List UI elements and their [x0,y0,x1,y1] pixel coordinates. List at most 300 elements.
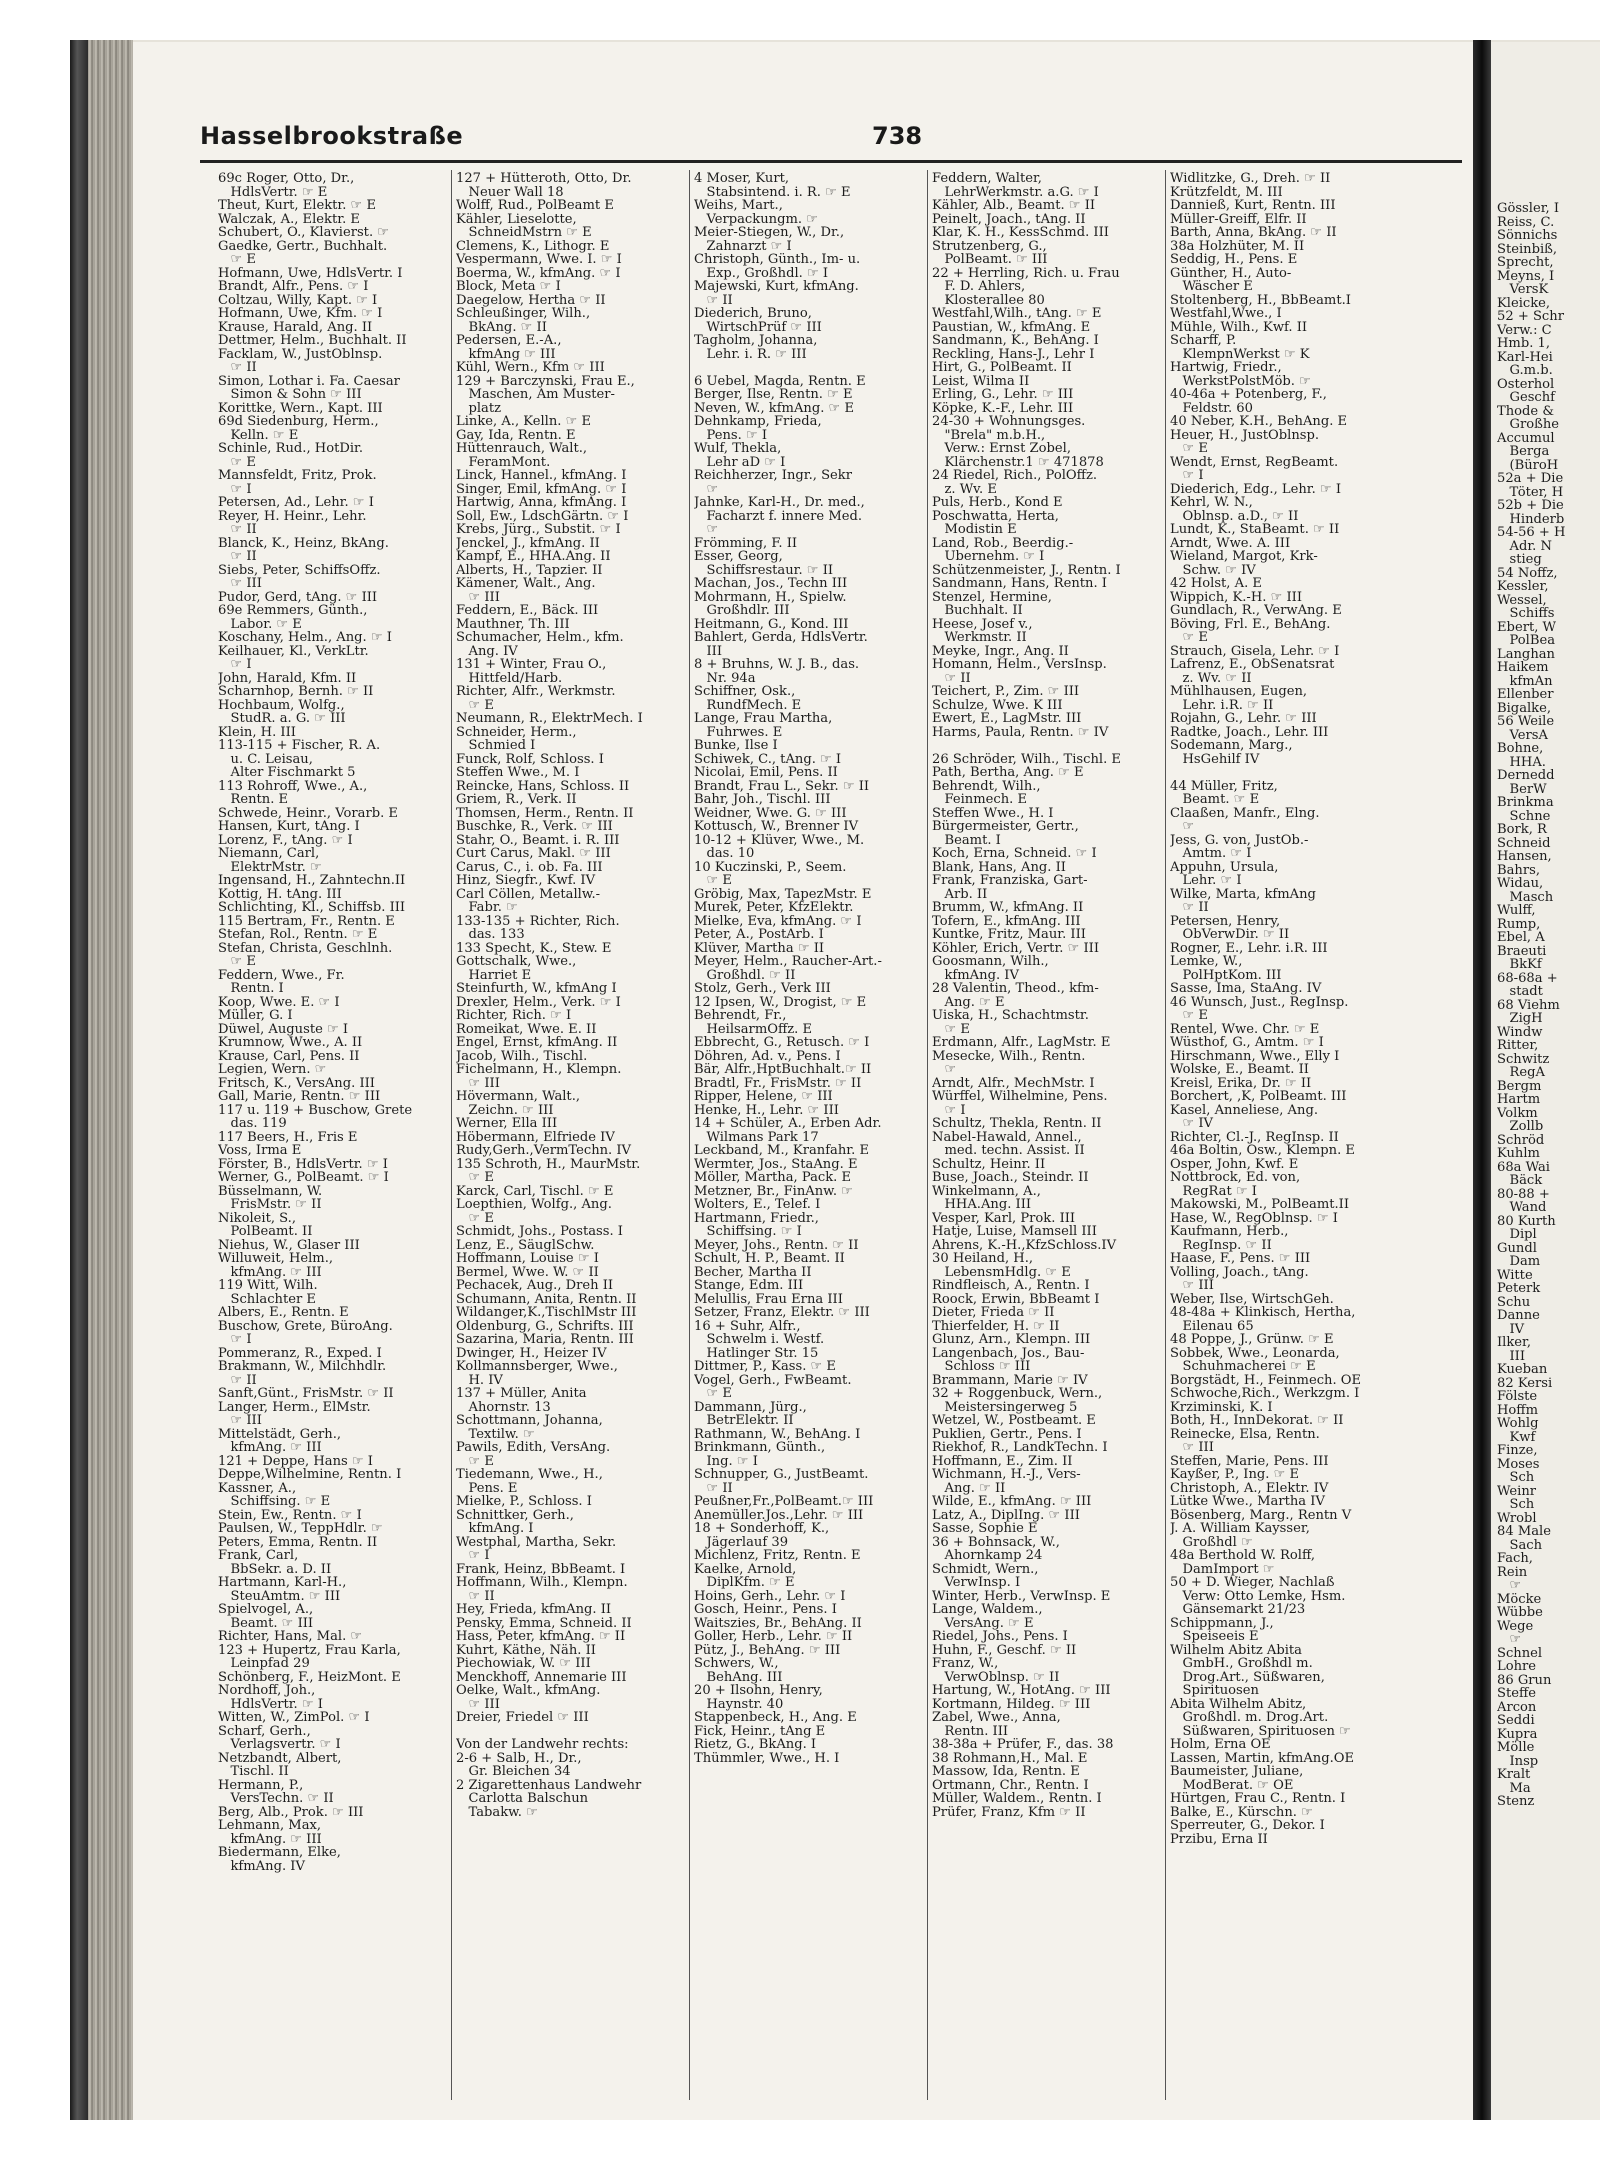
adjacent-page-entry-fragment: BkKf [1497,958,1542,972]
directory-entry-line: Metzner, Br., FinAnw. ☞ [694,1184,853,1198]
directory-entry-line: Kortmann, Hildeg. ☞ III [932,1697,1091,1711]
directory-entry-line: ☞ E [218,955,256,969]
directory-entry-line: ☞ III [218,1414,262,1428]
directory-entry-line: ☞ I [932,1103,966,1117]
directory-entry-line: Riekhof, R., LandkTechn. I [932,1441,1108,1455]
directory-entry-line: ☞ II [694,1481,733,1495]
directory-entry-line: Westfahl,Wwe., I [1170,307,1282,321]
directory-entry-line: u. C. Leisau, [218,752,313,766]
directory-entry-line: Ahornstr. 13 [456,1400,551,1414]
directory-entry-line: das. 119 [218,1117,287,1131]
directory-entry-line: Dwinger, H., Heizer IV [456,1346,607,1360]
directory-entry-line: Zeichn. ☞ III [456,1103,554,1117]
directory-entry-line: Romeikat, Wwe. E. II [456,1022,597,1036]
directory-column-4 [932,172,1164,2100]
directory-entry-line: 38a Holzhüter, M. II [1170,239,1305,253]
directory-entry-line: Carus, C., i. ob. Fa. III [456,860,603,874]
adjacent-page-entry-fragment: Dernedd [1497,769,1555,783]
adjacent-page-entry-fragment: Kessler, [1497,580,1549,594]
directory-entry-line: Stahr, O., Beamt. i. R. III [456,833,620,847]
directory-entry-line [456,1725,688,1739]
adjacent-page-entry-fragment: Osterhol [1497,377,1555,391]
directory-entry-line: Abita Wilhelm Abitz, [1170,1697,1307,1711]
directory-entry-line: kfmAng. ☞ III [218,1441,322,1455]
directory-entry-line: Mühle, Wilh., Kwf. II [1170,320,1308,334]
directory-entry-line: 8 + Bruhns, W. J. B., das. [694,658,860,672]
directory-entry-line: ☞ [932,1063,957,1077]
directory-column-5 [1170,172,1402,2100]
directory-entry-line: Lorenz, F., tAng. ☞ I [218,833,353,847]
directory-entry-line: Theut, Kurt, Elektr. ☞ E [218,199,377,213]
directory-entry-line: Hansen, Kurt, tAng. I [218,820,360,834]
directory-entry-line: 117 Beers, H., Fris E [218,1130,358,1144]
adjacent-page-entry-fragment: Ebert, W [1497,620,1556,634]
directory-entry-line: Boerma, W., kfmAng. ☞ I [456,266,621,280]
directory-entry-line: Rentel, Wwe. Chr. ☞ E [1170,1022,1320,1036]
directory-entry-line: ☞ III [456,1697,500,1711]
adjacent-page [1491,42,1600,2120]
adjacent-page-entry-fragment: Steinbiß, [1497,242,1558,256]
adjacent-page-entry-fragment: G.m.b. [1497,364,1553,378]
directory-entry-line: Radtke, Joach., Lehr. III [1170,725,1329,739]
directory-entry-line: Schönberg, F., HeizMont. E [218,1670,401,1684]
adjacent-page-entry-fragment: Kleicke, [1497,296,1551,310]
directory-entry-line: 24 Riedel, Rich., PolOffz. [932,469,1098,483]
directory-entry-line: ☞ II [1170,901,1209,915]
adjacent-page-entry-fragment: Bäck [1497,1174,1543,1188]
adjacent-page-entry-fragment: IV [1497,1322,1525,1336]
directory-entry-line: Hofmann, Uwe, HdlsVertr. I [218,266,403,280]
directory-entry-line: Strauch, Gisela, Lehr. ☞ I [1170,644,1340,658]
adjacent-page-entry-fragment: Hartm [1497,1093,1541,1107]
directory-entry-line: Henke, H., Lehr. ☞ III [694,1103,839,1117]
adjacent-page-entry-fragment: Ebel, A [1497,931,1545,945]
adjacent-page-entry-fragment: Peterk [1497,1282,1541,1296]
directory-entry-line: VerwInsp. I [932,1576,1021,1590]
directory-entry-line: Harriet E [456,968,532,982]
directory-entry-line: Lange, Frau Martha, [694,712,833,726]
directory-entry-line: ☞ E [456,698,494,712]
directory-entry-line: Bunke, Ilse I [694,739,778,753]
directory-entry-line: LehrWerkmstr. a.G. ☞ I [932,185,1099,199]
directory-entry-line: Bösenberg, Marg., Rentn V [1170,1508,1352,1522]
directory-entry-line: ☞ I [456,1549,490,1563]
directory-entry-line: FeramMont. [456,455,551,469]
adjacent-page-entry-fragment: 68a Wai [1497,1160,1550,1174]
directory-entry-line: Hoins, Gerh., Lehr. ☞ I [694,1589,846,1603]
adjacent-page-entry-fragment: Ma [1497,1781,1531,1795]
directory-entry-line: 44 Müller, Fritz, [1170,779,1278,793]
directory-entry-line: Steffen Wwe., H. I [932,806,1054,820]
directory-entry-line: Appuhn, Ursula, [1170,860,1279,874]
directory-entry-line: 38-38a + Prüfer, F., das. 38 [932,1738,1114,1752]
directory-entry-line: Schwede, Heinr., Vorarb. E [218,806,398,820]
directory-entry-line: Simon, Lothar i. Fa. Caesar [218,374,400,388]
directory-entry-line: Feldstr. 60 [1170,401,1253,415]
directory-entry-line: Pedersen, E.-A., [456,334,562,348]
adjacent-page-entry-fragment: Bohne, [1497,742,1544,756]
adjacent-page-entry-fragment: Hmb. 1, [1497,337,1551,351]
adjacent-page-entry-fragment: Zollb [1497,1120,1544,1134]
directory-entry-line: Schuhmacherei ☞ E [1170,1360,1316,1374]
directory-entry-line: Tofern, E., kfmAng. III [932,914,1081,928]
directory-entry-line: Exp., Großhdl. ☞ I [694,266,829,280]
directory-entry-line: Mielke, Eva, kfmAng. ☞ I [694,914,862,928]
directory-entry-line: VersTechn. ☞ II [218,1792,334,1806]
directory-entry-line: Widlitzke, G., Dreh. ☞ II [1170,172,1331,186]
adjacent-page-entry-fragment: 84 Male [1497,1525,1551,1539]
directory-entry-line: Goller, Herb., Lehr. ☞ II [694,1630,853,1644]
directory-entry-line: ☞ IV [1170,1117,1214,1131]
directory-entry-line: 14 + Schüler, A., Erben Adr. [694,1117,882,1131]
directory-entry-line: Schumacher, Helm., kfm. [456,631,624,645]
adjacent-page-entry-fragment: Kupra [1497,1727,1538,1741]
adjacent-page-entry-fragment: Hansen, [1497,850,1552,864]
directory-entry-line: Bahlert, Gerda, HdlsVertr. [694,631,868,645]
directory-entry-line: Rindfleisch, A., Rentn. I [932,1279,1090,1293]
adjacent-page-entry-fragment: BerW [1497,782,1547,796]
directory-entry-line: Riedel, Johs., Pens. I [932,1630,1068,1644]
adjacent-page-entry-fragment: Geschf [1497,391,1556,405]
adjacent-page-entry-fragment: VersA [1497,728,1548,742]
directory-entry-line: Przibu, Erna II [1170,1832,1268,1846]
directory-entry-line: 12 Ipsen, W., Drogist, ☞ E [694,995,867,1009]
adjacent-page-entry-fragment: Fölste [1497,1390,1538,1404]
directory-entry-line: Schmidt, Wern., [932,1562,1039,1576]
directory-entry-line: Richter, Alfr., Werkmstr. [456,685,616,699]
directory-entry-line: Hoffmann, Wilh., Klempn. [456,1576,628,1590]
adjacent-page-entry-fragment: Ilker, [1497,1336,1532,1350]
adjacent-page-entry-fragment: Karl-Hei [1497,350,1553,364]
adjacent-page-entry-fragment: Langhan [1497,647,1555,661]
directory-entry-line: Feddern, Walter, [932,172,1042,186]
directory-entry-line: Nordhoff, Joh., [218,1684,316,1698]
directory-entry-line: Fuhrwes. E [694,725,783,739]
adjacent-page-entry-fragment: RegA [1497,1066,1545,1080]
directory-entry-line: 133-135 + Richter, Rich. [456,914,620,928]
directory-entry-line: Ang. IV [456,644,518,658]
adjacent-page-entry-fragment: ZigH [1497,1012,1543,1026]
directory-entry-line: RegInsp. ☞ II [1170,1238,1272,1252]
directory-entry-line: Stolz, Gerh., Verk III [694,982,831,996]
directory-entry-line: Müller, Waldem., Rentn. I [932,1792,1102,1806]
directory-entry-line: Mauthner, Th. III [456,617,570,631]
directory-entry-line: Steinfurth, W., kfmAng I [456,982,617,996]
directory-entry-line: 6 Uebel, Magda, Rentn. E [694,374,866,388]
directory-entry-line: Reckling, Hans-J., Lehr I [932,347,1095,361]
directory-entry-line: ☞ II [218,361,257,375]
adjacent-page-entry-fragment: Moses [1497,1457,1540,1471]
directory-entry-line: Verw: Otto Lemke, Hsm. [1170,1589,1346,1603]
directory-entry-line: Ahornkamp 24 [932,1549,1043,1563]
directory-entry-line: Diederich, Edg., Lehr. ☞ I [1170,482,1342,496]
adjacent-page-entry-fragment: Windw [1497,1025,1543,1039]
directory-entry-line: Werkmstr. II [932,631,1027,645]
directory-entry-line: Bär, Alfr.,HptBuchhalt.☞ II [694,1063,872,1077]
adjacent-page-entry-fragment: Meyns, I [1497,269,1555,283]
column-divider [927,170,928,2100]
adjacent-page-entry-fragment: Schwitz [1497,1052,1550,1066]
directory-entry-line: Stefan, Rol., Rentn. ☞ E [218,928,378,942]
directory-entry-line: Buchhalt. II [932,604,1023,618]
directory-entry-line: 2-6 + Salb, H., Dr., [456,1751,582,1765]
adjacent-page-entry-fragment: Dam [1497,1255,1541,1269]
directory-entry-line: Esser, Georg, [694,550,783,564]
directory-entry-line: Richter, Cl.-J., RegInsp. II [1170,1130,1339,1144]
directory-entry-line: Kuntke, Fritz, Maur. III [932,928,1086,942]
directory-entry-line: Goosmann, Wilh., [932,955,1049,969]
directory-entry-line: Berg, Alb., Prok. ☞ III [218,1805,364,1819]
directory-entry-line: Schlachter E [218,1292,316,1306]
adjacent-page-entry-fragment: Lohre [1497,1660,1537,1674]
directory-entry-line: Schneider, Herm., [456,725,577,739]
directory-entry-line: Kelln. ☞ E [218,428,299,442]
directory-entry-line: Karck, Carl, Tischl. ☞ E [456,1184,614,1198]
directory-entry-line: Linck, Hannel., kfmAng. I [456,469,627,483]
directory-entry-line: ☞ [694,523,719,537]
directory-entry-line: Waitszies, Br., BehAng. II [694,1616,862,1630]
directory-entry-line: Blanck, K., Heinz, BkAng. [218,536,389,550]
directory-entry-line: Zahnarzt ☞ I [694,239,792,253]
directory-entry-line: Michlenz, Fritz, Rentn. E [694,1549,861,1563]
directory-entry-line: Klärchenstr.1 ☞ 471878 [932,455,1104,469]
directory-entry-line: das. 10 [694,847,755,861]
directory-entry-line: Blank, Hans, Ang. II [932,860,1066,874]
directory-entry-line: Krebs, Jürg., Substit. ☞ I [456,523,621,537]
adjacent-page-entry-fragment: Töter, H [1497,485,1564,499]
directory-entry-line: Kaufmann, Herb., [1170,1225,1289,1239]
directory-entry-line: Lassen, Martin, kfmAng.OE [1170,1751,1355,1765]
directory-entry-line: Feinmech. E [932,793,1028,807]
directory-entry-line: ElektrMstr. ☞ [218,860,322,874]
adjacent-page-entry-fragment: stieg [1497,553,1542,567]
directory-entry-line: Kämener, Walt., Ang. [456,577,596,591]
adjacent-page-entry-fragment: Gundl [1497,1241,1537,1255]
directory-entry-line: Alter Fischmarkt 5 [218,766,356,780]
directory-entry-line: Hartmann, Karl-H., [218,1576,347,1590]
directory-entry-line: Schwelm i. Westf. [694,1333,825,1347]
directory-entry-line: Barth, Anna, BkAng. ☞ II [1170,226,1337,240]
directory-entry-line: 10-12 + Klüver, Wwe., M. [694,833,865,847]
directory-entry-line: Büsselmann, W. [218,1184,323,1198]
directory-column-3 [694,172,926,2100]
directory-entry-line: Oblnsp. a.D., ☞ II [1170,509,1299,523]
directory-entry-line: Hirt, G., PolBeamt. II [932,361,1072,375]
directory-entry-line: Schinle, Rud., HotDir. [218,442,364,456]
directory-entry-line: Reincke, Hans, Schloss. II [456,779,630,793]
directory-entry-line: RundfMech. E [694,698,802,712]
directory-entry-line: ☞ E [218,253,256,267]
directory-entry-line: Both, H., InnDekorat. ☞ II [1170,1414,1344,1428]
adjacent-page-entry-fragment: Volkm [1497,1106,1538,1120]
directory-entry-line: Großhdl. ☞ II [694,968,796,982]
directory-entry-line: Lehr. ☞ I [1170,874,1242,888]
adjacent-page-entry-fragment: 86 Grun [1497,1673,1552,1687]
directory-entry-line: Brinkmann, Günth., [694,1441,826,1455]
directory-entry-line: SteuAmtm. ☞ III [218,1589,341,1603]
directory-entry-line: Hürtgen, Frau C., Rentn. I [1170,1792,1346,1806]
directory-entry-line: Strutzenberg, G., [932,239,1047,253]
directory-entry-line: Franz, W., [932,1657,999,1671]
adjacent-page-entry-fragment: Kwf [1497,1430,1536,1444]
directory-entry-line: Hase, W., RegOblnsp. ☞ I [1170,1211,1338,1225]
directory-entry-line: Lehr. i.R. ☞ II [1170,698,1274,712]
adjacent-page-entry-fragment: Sach [1497,1538,1543,1552]
directory-entry-line: Spielvogel, A., [218,1603,314,1617]
directory-entry-line: ☞ E [456,1171,494,1185]
directory-entry-line: Hartmann, Friedr., [694,1211,819,1225]
directory-entry-line: VersAng. ☞ E [932,1616,1034,1630]
directory-entry-line: Majewski, Kurt, kfmAng. [694,280,859,294]
directory-entry-line: Kaelke, Arnold, [694,1562,797,1576]
adjacent-page-entry-fragment: 54-56 + H [1497,526,1566,540]
adjacent-page-entry-fragment: stadt [1497,985,1543,999]
adjacent-page-entry-fragment: Sch [1497,1471,1535,1485]
directory-entry-line: 48-48a + Klinkisch, Hertha, [1170,1306,1356,1320]
directory-entry-line: Weidner, Wwe. G. ☞ III [694,806,847,820]
directory-entry-line: Richter, Hans, Mal. ☞ [218,1630,363,1644]
directory-entry-line: BetrElektr. II [694,1414,794,1428]
directory-entry-line: Pechacek, Aug., Dreh II [456,1279,614,1293]
directory-entry-line: Setzer, Franz, Elektr. ☞ III [694,1306,870,1320]
adjacent-page-entry-fragment: Adr. N [1497,539,1552,553]
directory-entry-line: Langenbach, Jos., Bau- [932,1346,1085,1360]
directory-entry-line: Daegelow, Hertha ☞ II [456,293,606,307]
directory-entry-line: III [694,644,723,658]
directory-entry-line: Hatje, Luise, Mamsell III [932,1225,1097,1239]
directory-entry-line: Leinpfad 29 [218,1657,310,1671]
directory-entry-line: Brandt, Alfr., Pens. ☞ I [218,280,369,294]
directory-entry-line: Drexler, Helm., Verk. ☞ I [456,995,621,1009]
directory-entry-line: HeilsarmOffz. E [694,1022,813,1036]
adjacent-page-entry-fragment: Brinkma [1497,796,1554,810]
directory-entry-line: Ingensand, H., Zahntechn.II [218,874,406,888]
directory-entry-line: Böving, Frl. E., BehAng. [1170,617,1331,631]
directory-entry-line: Weihs, Mart., [694,199,783,213]
directory-entry-line: RegRat ☞ I [1170,1184,1257,1198]
adjacent-page-entry-fragment: Haikem [1497,661,1549,675]
directory-entry-line: Buschke, R., Verk. ☞ III [456,820,613,834]
column-divider [1165,170,1166,2100]
directory-entry-line: Sodemann, Marg., [1170,739,1293,753]
directory-entry-line: ☞ II [932,671,971,685]
directory-entry-line: 22 + Herrling, Rich. u. Frau [932,266,1120,280]
directory-entry-line: LebensmHdlg. ☞ E [932,1265,1071,1279]
directory-entry-line: Ing. ☞ I [694,1454,758,1468]
adjacent-page-entry-fragment: Wrobl [1497,1511,1537,1525]
directory-entry-line: Kasel, Anneliese, Ang. [1170,1103,1318,1117]
adjacent-page-entry-fragment: Bahrs, [1497,863,1541,877]
directory-entry-line: Osper, John, Kwf. E [1170,1157,1299,1171]
directory-entry-line: Hermann, P., [218,1778,304,1792]
directory-entry-line: Weber, Ilse, WirtschGeh. [1170,1292,1334,1306]
directory-entry-line: ☞ III [456,1076,500,1090]
directory-entry-line: Müller, G. I [218,1009,293,1023]
directory-entry-line: ☞ II [456,1589,495,1603]
directory-entry-line: Winter, Herb., VerwInsp. E [932,1589,1111,1603]
directory-entry-line: 10 Kuczinski, P., Seem. [694,860,847,874]
directory-entry-line: ☞ E [218,455,256,469]
adjacent-page-entry-fragment: kfmAn [1497,674,1553,688]
directory-entry-line: Funck, Rolf, Schloss. I [456,752,604,766]
directory-entry-line: Vesper, Karl, Prok. III [932,1211,1076,1225]
directory-entry-line: ModBerat. ☞ OE [1170,1778,1294,1792]
directory-entry-line: ☞ [1170,820,1195,834]
directory-entry-line: Niemann, Carl, [218,847,320,861]
adjacent-page-entry-fragment: Reiss, C. [1497,215,1555,229]
directory-entry-line: 40-46a + Potenberg, F., [1170,388,1327,402]
adjacent-page-entry-fragment: 56 Weile [1497,715,1555,729]
directory-entry-line: Wilmans Park 17 [694,1130,819,1144]
directory-entry-line: Verw.: Ernst Zobel, [932,442,1071,456]
directory-entry-line: Peters, Emma, Rentn. II [218,1535,378,1549]
directory-entry-line: Schippmann, J., [1170,1616,1274,1630]
directory-entry-line: PolBeamt. II [218,1225,313,1239]
directory-entry-line: Dieter, Frieda ☞ II [932,1306,1055,1320]
directory-entry-line: Steffen, Marie, Pens. III [1170,1454,1329,1468]
directory-entry-line: Lenz, E., SäuglSchw. [456,1238,595,1252]
directory-entry-line: Ang. ☞ E [932,995,1005,1009]
adjacent-page-column [1497,202,1600,1809]
directory-entry-line: Stenzel, Hermine, [932,590,1052,604]
directory-entry-line: Bermel, Wwe. W. ☞ II [456,1265,599,1279]
directory-entry-line: Kollmannsberger, Wwe., [456,1360,618,1374]
directory-entry-line: ObVerwDir. ☞ II [1170,928,1290,942]
directory-entry-line [932,739,1164,753]
adjacent-page-entry-fragment: Schneid [1497,836,1551,850]
adjacent-page-entry-fragment: Mölle [1497,1741,1535,1755]
directory-entry-line: Beamt. I [932,833,1001,847]
directory-entry-line: Christoph, A., Elektr. IV [1170,1481,1329,1495]
directory-entry-line: 42 Holst, A. E [1170,577,1262,591]
directory-entry-line: Förster, B., HdlsVertr. ☞ I [218,1157,388,1171]
directory-entry-line: Hittfeld/Harb. [456,671,563,685]
directory-entry-line: Frank, Franziska, Gart- [932,874,1088,888]
directory-entry-line: Borchert, ,K, PolBeamt. III [1170,1090,1347,1104]
directory-entry-line: Lehr aD ☞ I [694,455,786,469]
adjacent-page-entry-fragment: Ellenber [1497,688,1554,702]
directory-entry-line: WerkstPolstMöb. ☞ [1170,374,1311,388]
directory-entry-line: Gall, Marie, Rentn. ☞ III [218,1090,381,1104]
directory-entry-line: Krause, Carl, Pens. II [218,1049,360,1063]
directory-entry-line: Brakmann, W., Milchhdlr. [218,1360,387,1374]
directory-entry-line: Erling, G., Lehr. ☞ III [932,388,1074,402]
directory-entry-line: Siebs, Peter, SchiffsOffz. [218,563,381,577]
directory-entry-line: 2 Zigarettenhaus Landwehr [456,1778,642,1792]
directory-entry-line: ☞ III [1170,1441,1214,1455]
directory-entry-line: Köhler, Erich, Vertr. ☞ III [932,941,1100,955]
directory-entry-line: Scharf, Gerh., [218,1724,311,1738]
directory-entry-line: Meyer, Johs., Rentn. ☞ II [694,1238,859,1252]
directory-entry-line: Haase, F., Pens. ☞ III [1170,1252,1311,1266]
directory-entry-line: Gay, Ida, Rentn. E [456,428,576,442]
directory-entry-line: Tischl. II [218,1765,289,1779]
directory-entry-line: Brandt, Frau L., Sekr. ☞ II [694,779,870,793]
directory-entry-line: Schiwek, C., tAng. ☞ I [694,752,842,766]
directory-entry-line: Ripper, Helene, ☞ III [694,1090,833,1104]
directory-entry-line: "Brela" m.b.H., [932,428,1046,442]
directory-entry-line: Winkelmann, A., [932,1184,1041,1198]
directory-entry-line: 137 + Müller, Anita [456,1387,587,1401]
directory-entry-line: Kottusch, W., Brenner IV [694,820,859,834]
adjacent-page-entry-fragment: Weinr [1497,1484,1537,1498]
directory-entry-line: kfmAng. IV [218,1859,305,1873]
directory-entry-line: John, Harald, Kfm. II [218,671,357,685]
directory-entry-line: kfmAng. I [456,1522,534,1536]
directory-entry-line: Wilde, E., kfmAng. ☞ III [932,1495,1092,1509]
directory-entry-line: Übernehm. ☞ I [932,550,1045,564]
directory-entry-line: Deppe,Wilhelmine, Rentn. I [218,1468,402,1482]
